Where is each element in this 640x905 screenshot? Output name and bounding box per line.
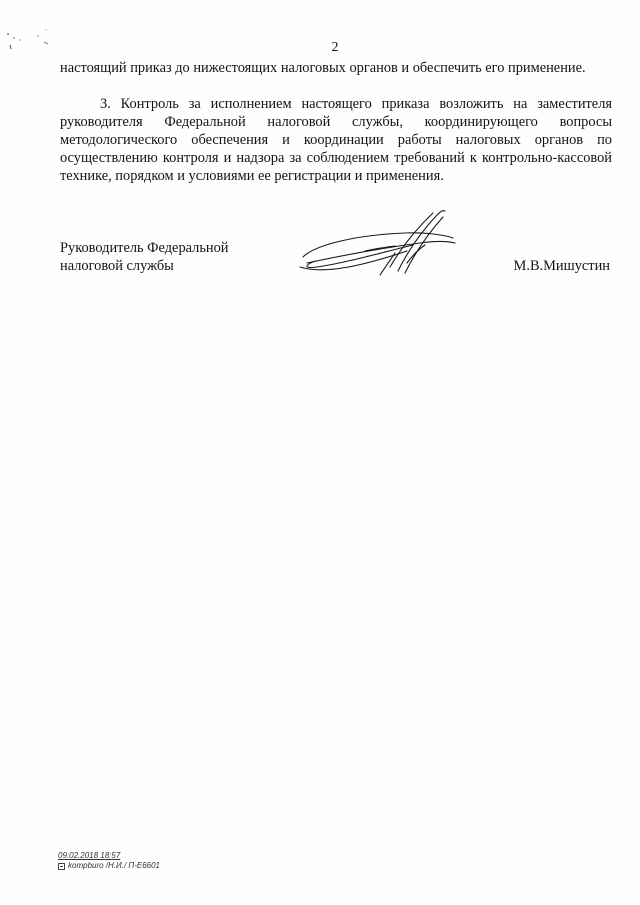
signatory-name: М.В.Мишустин bbox=[513, 258, 610, 274]
document-icon bbox=[58, 863, 65, 870]
signatory-position-line1: Руководитель Федеральной bbox=[60, 240, 229, 256]
page-number: 2 bbox=[331, 40, 339, 55]
body-paragraph-continuation: настоящий приказ до нижестоящих налоговых органов и обеспечить его применение. bbox=[60, 60, 586, 76]
document-footer bbox=[58, 851, 160, 871]
footer-file-path: kompburo /Н.И./ П-Е6601 bbox=[68, 861, 161, 870]
handwritten-signature bbox=[295, 205, 465, 280]
signatory-position-line2: налоговой службы bbox=[60, 258, 174, 274]
body-paragraph-control-clause: 3. Контроль за исполнением настоящего приказа возложить на заместителя руководителя Федеральной налоговой службы, координирующего вопросы методологического обеспечения и координации работы налоговых органов по осуществлению контроля и надзора за соблюдением требований к контрольно-кассовой технике, порядком и условиями ее регистрации и применения. bbox=[60, 96, 612, 184]
signatory-position bbox=[60, 239, 229, 275]
footer-timestamp: 09.02.2018 18:57 bbox=[58, 851, 121, 860]
